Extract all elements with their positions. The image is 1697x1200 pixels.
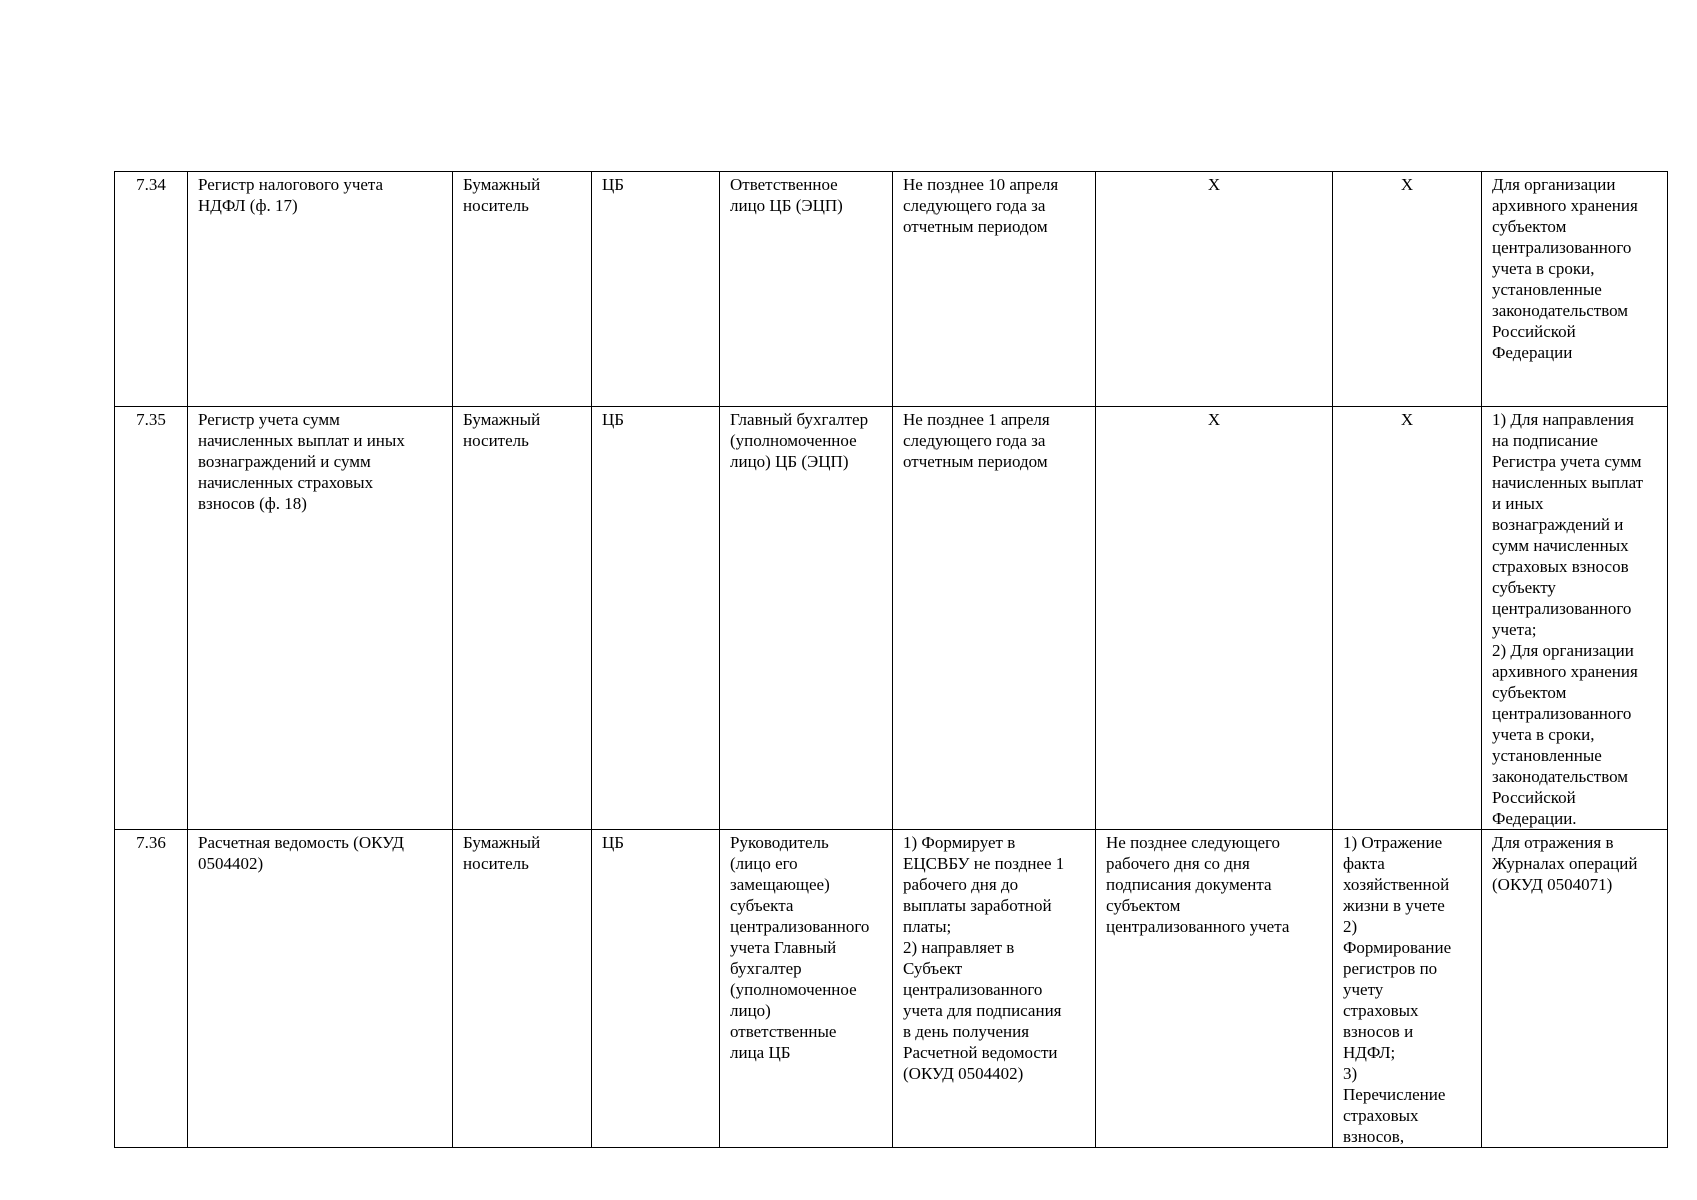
purpose-cell [1482, 830, 1668, 1148]
formation-deadline: Не позднее 10 апреля следующего года за отчетным периодом [903, 175, 1059, 236]
document-signer: Ответственное лицо ЦБ (ЭЦП) [730, 175, 843, 215]
document-creator: ЦБ [602, 175, 625, 194]
document-table [114, 171, 1668, 1148]
document-name: Регистр учета сумм начисленных выплат и иных вознаграждений и сумм начисленных страховых взносов (ф. 18) [198, 410, 405, 513]
transfer-deadline: X [1207, 410, 1221, 429]
signer-cell [720, 172, 893, 407]
creator-cell [592, 830, 720, 1148]
row-number-cell [115, 830, 188, 1148]
table-row [115, 407, 1668, 830]
medium-cell [453, 172, 592, 407]
document-medium: Бумажный носитель [463, 410, 541, 450]
signer-cell [720, 407, 893, 830]
row-number: 7.35 [136, 410, 166, 429]
processing-action: X [1400, 175, 1414, 194]
document-signer: Главный бухгалтер (уполномоченное лицо) ЦБ (ЭЦП) [730, 410, 869, 471]
document-medium: Бумажный носитель [463, 833, 541, 873]
processing-action: X [1400, 410, 1414, 429]
transfer-deadline-cell [1096, 830, 1333, 1148]
document-purpose: Для организации архивного хранения субъектом централизованного учета в сроки, установленные законодательством Российской Федерации [1492, 175, 1638, 362]
table-row [115, 830, 1668, 1148]
document-name: Расчетная ведомость (ОКУД 0504402) [198, 833, 405, 873]
document-name-cell [188, 172, 453, 407]
table-row [115, 172, 1668, 407]
signer-cell [720, 830, 893, 1148]
document-name-cell [188, 830, 453, 1148]
deadline-cell [893, 172, 1096, 407]
formation-deadline: Не позднее 1 апреля следующего года за отчетным периодом [903, 410, 1050, 471]
purpose-cell [1482, 172, 1668, 407]
medium-cell [453, 830, 592, 1148]
processing-action: 1) Отражение факта хозяйственной жизни в учете 2) Формирование регистров по учету страховых взносов и НДФЛ; 3) Перечисление страховых взносов, [1343, 833, 1452, 1146]
transfer-deadline: X [1207, 175, 1221, 194]
document-medium: Бумажный носитель [463, 175, 541, 215]
row-number-cell [115, 172, 188, 407]
transfer-deadline-cell [1096, 407, 1333, 830]
creator-cell [592, 407, 720, 830]
document-signer: Руководитель (лицо его замещающее) субъекта централизованного учета Главный бухгалтер (уполномоченное лицо) ответственные лица ЦБ [730, 833, 870, 1062]
creator-cell [592, 172, 720, 407]
deadline-cell [893, 407, 1096, 830]
document-creator: ЦБ [602, 833, 625, 852]
document-purpose: 1) Для направления на подписание Регистра учета сумм начисленных выплат и иных вознаграждений и сумм начисленных страховых взносов субъекту централизованного учета; 2) Для организации архивного хранения субъектом централизованного учета в сроки, установленные законодательством Российской Федерации. [1492, 410, 1644, 828]
processing-cell [1333, 407, 1482, 830]
document-purpose: Для отражения в Журналах операций (ОКУД 0504071) [1492, 833, 1638, 894]
document-creator: ЦБ [602, 410, 625, 429]
purpose-cell [1482, 407, 1668, 830]
processing-cell [1333, 172, 1482, 407]
processing-cell [1333, 830, 1482, 1148]
medium-cell [453, 407, 592, 830]
document-name-cell [188, 407, 453, 830]
row-number: 7.34 [136, 175, 166, 194]
transfer-deadline: Не позднее следующего рабочего дня со дня подписания документа субъектом централизованного учета [1106, 833, 1290, 936]
document-name: Регистр налогового учета НДФЛ (ф. 17) [198, 175, 384, 215]
row-number-cell [115, 407, 188, 830]
row-number: 7.36 [136, 833, 166, 852]
deadline-cell [893, 830, 1096, 1148]
transfer-deadline-cell [1096, 172, 1333, 407]
formation-deadline: 1) Формирует в ЕЦСВБУ не позднее 1 рабочего дня до выплаты заработной платы; 2) направляет в Субъект централизованного учета для подписания в день получения Расчетной ведомости (ОКУД 0504402) [903, 833, 1065, 1083]
